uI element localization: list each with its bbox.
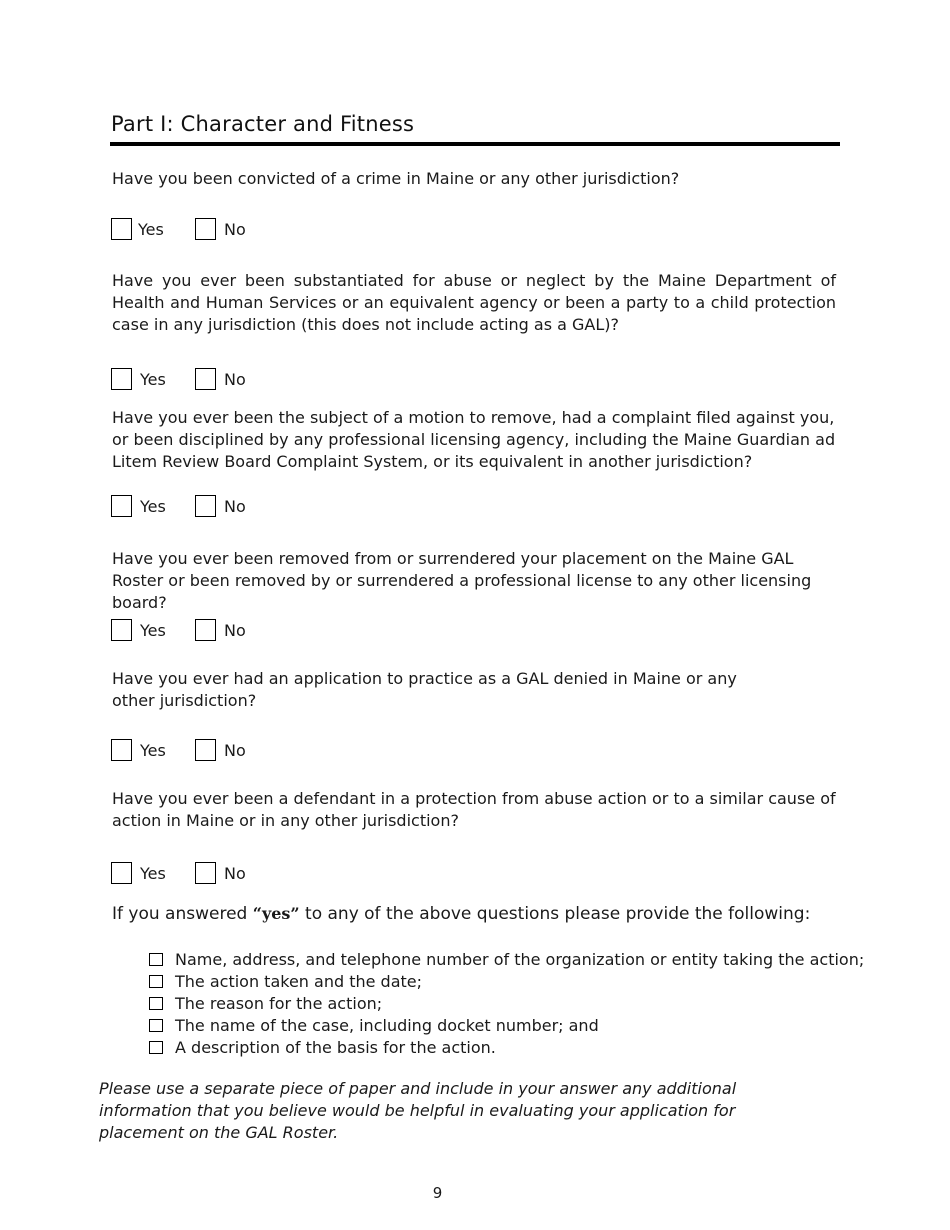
question-3-yes-checkbox[interactable] bbox=[111, 495, 132, 517]
title-divider bbox=[110, 142, 840, 146]
followup-item bbox=[149, 1015, 864, 1037]
question-2-no-label: No bbox=[224, 370, 246, 389]
question-5-no-checkbox[interactable] bbox=[195, 739, 216, 761]
question-3-answer bbox=[111, 495, 311, 519]
question-3-no-checkbox[interactable] bbox=[195, 495, 216, 517]
question-4-answer bbox=[111, 619, 311, 643]
question-1-yes-checkbox[interactable] bbox=[111, 218, 132, 240]
followup-intro-yes: “yes” bbox=[252, 904, 300, 923]
question-1-answer bbox=[111, 218, 311, 242]
question-2-no-checkbox[interactable] bbox=[195, 368, 216, 390]
question-3-text: Have you ever been the subject of a motion to remove, had a complaint filed against you, or been disciplined by any professional licensing agency, including the Maine Guardian ad Litem Review Board Complaint System, or its equivalent in another jurisdiction? bbox=[112, 408, 836, 471]
followup-item bbox=[149, 971, 864, 993]
question-4-yes-checkbox[interactable] bbox=[111, 619, 132, 641]
followup-item bbox=[149, 949, 864, 971]
question-1-no-checkbox[interactable] bbox=[195, 218, 216, 240]
question-3-yes-label: Yes bbox=[140, 497, 166, 516]
question-5-answer bbox=[111, 739, 311, 763]
question-5-text: Have you ever had an application to practice as a GAL denied in Maine or any other jurisdiction? bbox=[112, 669, 737, 710]
question-6-text: Have you ever been a defendant in a protection from abuse action or to a similar cause of action in Maine or in any other jurisdiction? bbox=[112, 789, 836, 830]
followup-item-label: The name of the case, including docket number; and bbox=[175, 1016, 599, 1035]
question-4-no-label: No bbox=[224, 621, 246, 640]
followup-list bbox=[149, 949, 864, 1059]
question-6-no-checkbox[interactable] bbox=[195, 862, 216, 884]
question-5-yes-checkbox[interactable] bbox=[111, 739, 132, 761]
question-6-yes-checkbox[interactable] bbox=[111, 862, 132, 884]
question-2-yes-checkbox[interactable] bbox=[111, 368, 132, 390]
followup-item bbox=[149, 993, 864, 1015]
followup-item bbox=[149, 1037, 864, 1059]
followup-intro bbox=[112, 902, 810, 926]
page-number: 9 bbox=[432, 1184, 443, 1202]
question-2-answer bbox=[111, 368, 311, 392]
question-5-no-label: No bbox=[224, 741, 246, 760]
followup-item-checkbox[interactable] bbox=[149, 953, 163, 966]
followup-item-checkbox[interactable] bbox=[149, 1041, 163, 1054]
question-2-yes-label: Yes bbox=[140, 370, 166, 389]
followup-item-label: A description of the basis for the action. bbox=[175, 1038, 496, 1057]
followup-intro-after: to any of the above questions please provide the following: bbox=[299, 904, 811, 924]
followup-item-label: The reason for the action; bbox=[175, 994, 383, 1013]
question-1-yes-label: Yes bbox=[138, 220, 164, 239]
question-1-no-label: No bbox=[224, 220, 246, 239]
question-3-no-label: No bbox=[224, 497, 246, 516]
followup-intro-before: If you answered bbox=[112, 904, 253, 924]
followup-item-checkbox[interactable] bbox=[149, 1019, 163, 1032]
question-6-yes-label: Yes bbox=[140, 864, 166, 883]
question-5-yes-label: Yes bbox=[140, 741, 166, 760]
question-6-answer bbox=[111, 862, 311, 886]
question-1-text: Have you been convicted of a crime in Maine or any other jurisdiction? bbox=[112, 169, 680, 188]
question-2-text: Have you ever been substantiated for abuse or neglect by the Maine Department of Health and Human Services or an equivalent agency or been a party to a child protection case in any jurisdiction (this does not include acting as a GAL)? bbox=[112, 271, 836, 334]
additional-info-note: Please use a separate piece of paper and include in your answer any additional information that you believe would be helpful in evaluating your application for placement on the GAL Roster. bbox=[99, 1079, 737, 1142]
section-title: Part I: Character and Fitness bbox=[111, 112, 415, 136]
followup-item-label: The action taken and the date; bbox=[175, 972, 423, 991]
question-6-no-label: No bbox=[224, 864, 246, 883]
followup-item-label: Name, address, and telephone number of the organization or entity taking the action; bbox=[175, 950, 865, 969]
followup-item-checkbox[interactable] bbox=[149, 997, 163, 1010]
followup-item-checkbox[interactable] bbox=[149, 975, 163, 988]
question-4-yes-label: Yes bbox=[140, 621, 166, 640]
question-4-text: Have you ever been removed from or surrendered your placement on the Maine GAL Roster or been removed by or surrendered a professional license to any other licensing board? bbox=[112, 549, 812, 612]
question-4-no-checkbox[interactable] bbox=[195, 619, 216, 641]
